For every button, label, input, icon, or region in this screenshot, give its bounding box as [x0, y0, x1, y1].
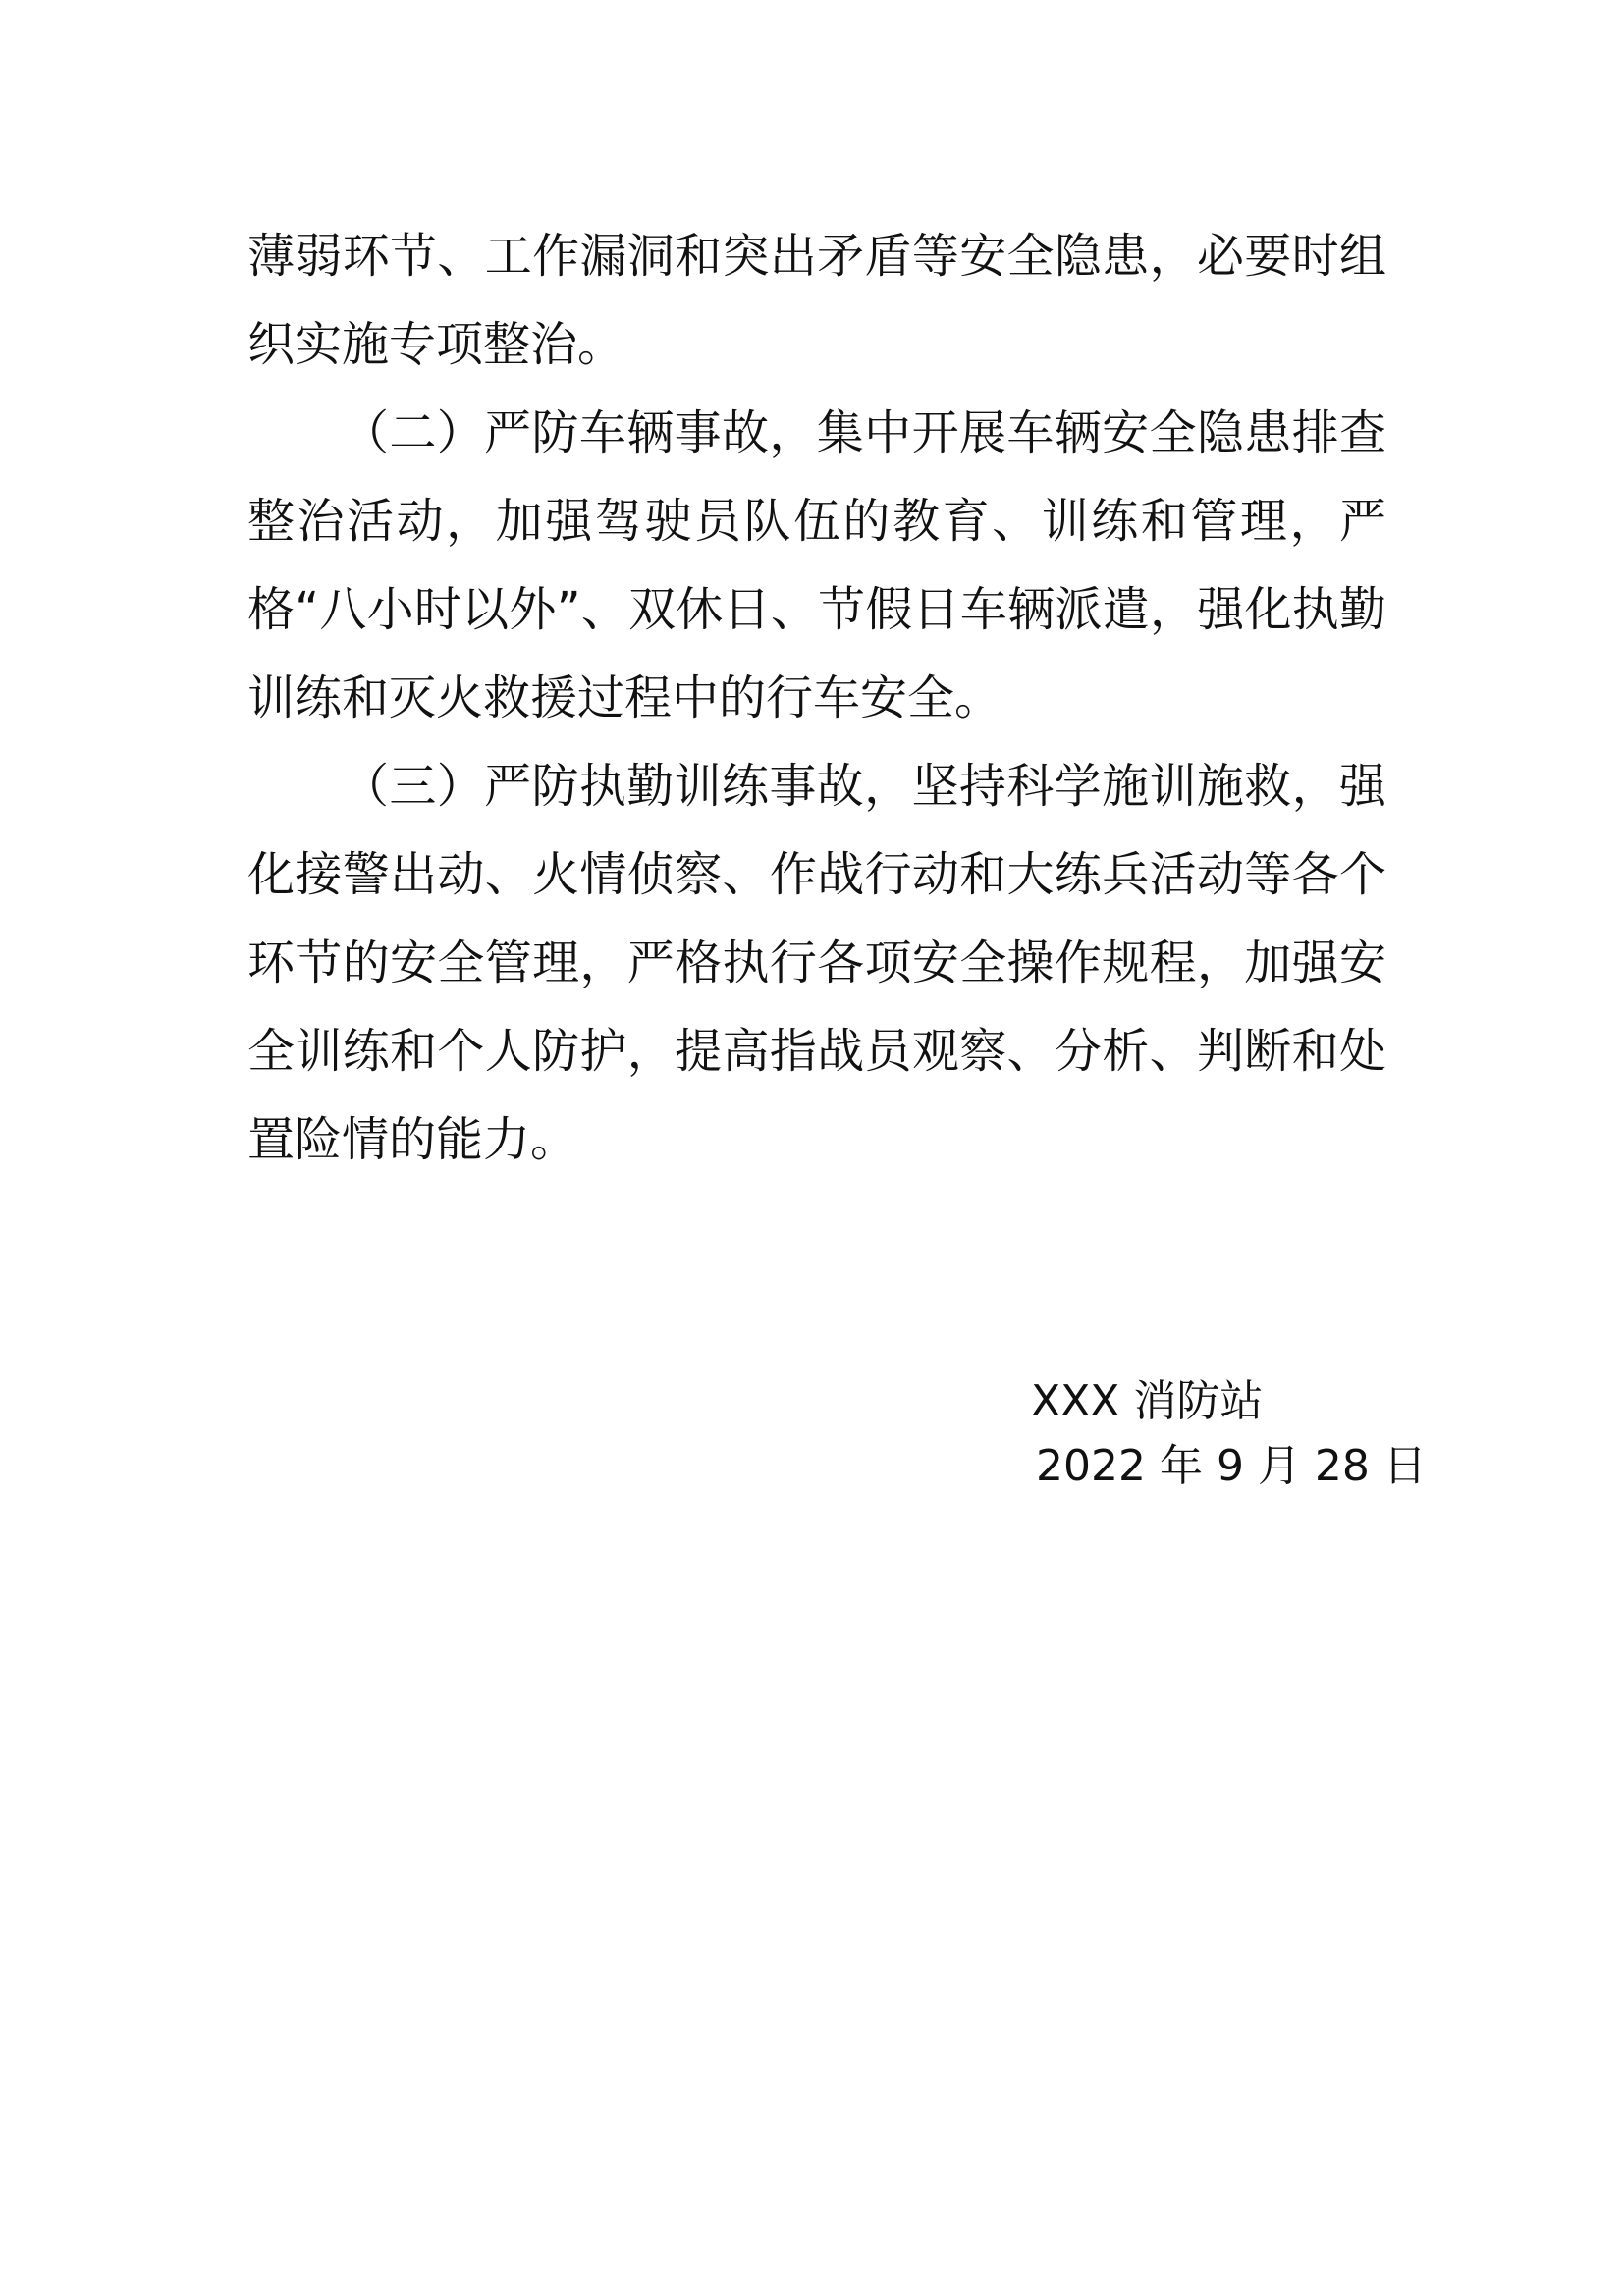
paragraph-training-safety: （三）严防执勤训练事故，坚持科学施训施救，强化接警出动、火情侦察、作战行动和大练兵活动等各个环节的安全管理，严格执行各项安全操作规程，加强安全训练和个人防护，提高指战员观察、分析、判断和处置险情的能力。: [247, 759, 1386, 1167]
signature-date: 2022 年 9 月 28 日: [1036, 1441, 1427, 1491]
document-body: [247, 212, 1386, 1184]
paragraph-continuation: 薄弱环节、工作漏洞和突出矛盾等安全隐患，必要时组织实施专项整治。: [247, 229, 1386, 372]
signature-block: [1031, 1369, 1443, 1499]
signature-organization: XXX 消防站: [1031, 1376, 1264, 1426]
paragraph-vehicle-safety: （二）严防车辆事故，集中开展车辆安全隐患排查整治活动，加强驾驶员队伍的教育、训练和管理，严格“八小时以外”、双休日、节假日车辆派遣，强化执勤训练和灭火救援过程中的行车安全。: [247, 405, 1386, 725]
